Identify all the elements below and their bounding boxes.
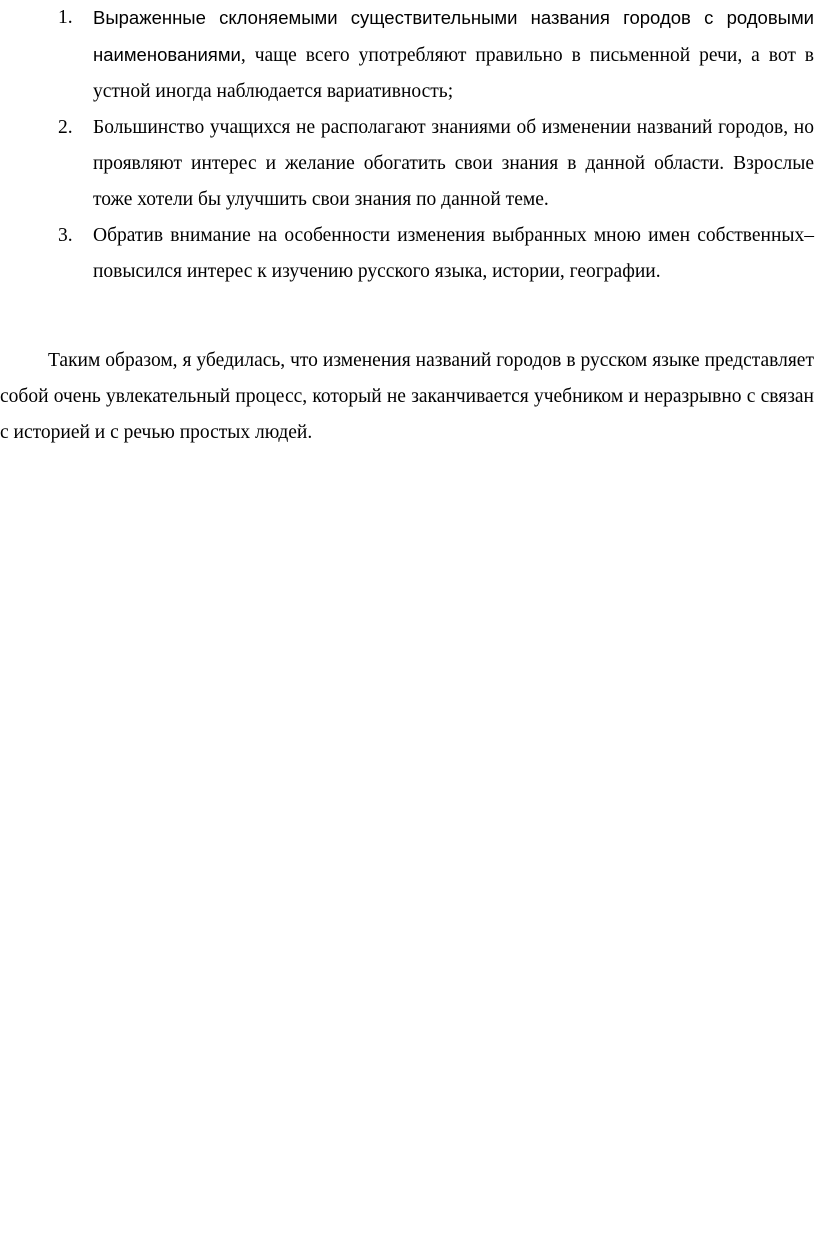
list-item-text: Большинство учащихся не располагают знаниями об изменении названий городов, но проявляют интерес и желание обогатить свои знания в данной области. Взрослые тоже хотели бы улучшить свои знания по данной теме.	[93, 117, 814, 210]
list-item	[58, 218, 814, 290]
conclusion-paragraph: Таким образом, я убедилась, что изменения названий городов в русском языке представляет собой очень увлекательный процесс, который не заканчивается учебником и неразрывно с связан с историей и с речью простых людей.	[0, 350, 814, 443]
list-item-text: Обратив внимание на особенности изменения выбранных мною имен собственных– повысился интерес к изучению русского языка, истории, географии.	[93, 225, 814, 282]
list-item-text: , чаще всего употребляют правильно в письменной речи, а вот в устной иногда наблюдается вариативность;	[93, 45, 814, 102]
list-item	[58, 0, 814, 110]
list-item-number: 3.	[58, 225, 73, 246]
list-item	[58, 110, 814, 218]
findings-list	[58, 0, 814, 290]
list-item-number: 2.	[58, 117, 73, 138]
list-item-number: 1.	[58, 7, 73, 28]
list-item-lead-text: Выраженные склоняемыми существительными названия городов с родовыми наименованиями	[93, 7, 814, 65]
